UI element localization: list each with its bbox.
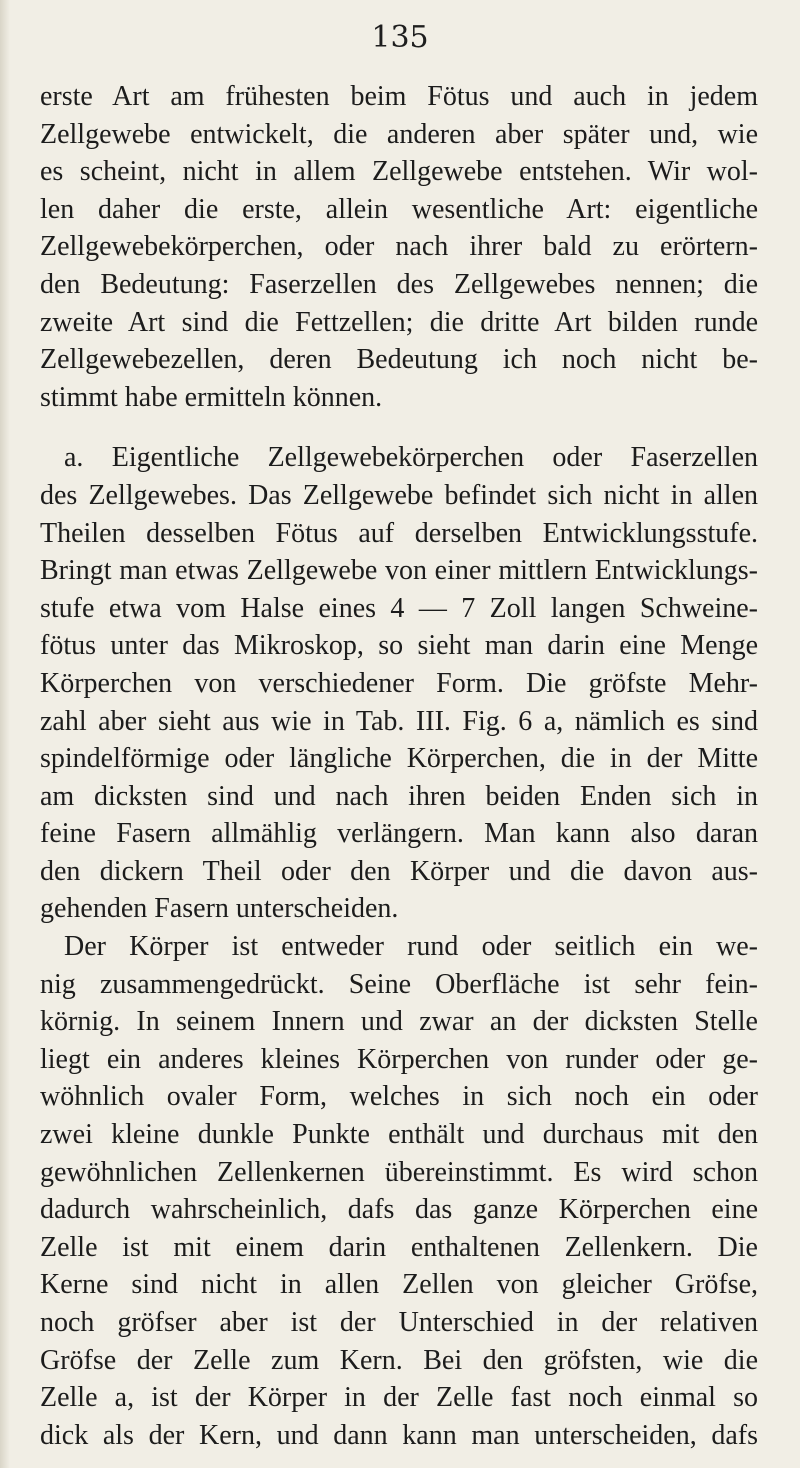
- paragraph-gap: [40, 416, 758, 439]
- paragraph-3-body: [40, 966, 758, 1455]
- text-line: Gröfse der Zelle zum Kern. Bei den gröfsten, wie die: [40, 1344, 758, 1376]
- text-line: spindelförmige oder längliche Körperchen, die in der Mitte: [40, 743, 758, 775]
- text-line: Zellgewebekörperchen, oder nach ihrer bald zu erörtern-: [40, 231, 758, 263]
- text-line: zahl aber sieht aus wie in Tab. III. Fig. 6 a, nämlich es sind: [40, 705, 758, 737]
- text-line: Zellgewebe entwickelt, die anderen aber später und, wie: [40, 118, 758, 150]
- text-line: dick als der Kern, und dann kann man unterscheiden, dafs: [40, 1419, 758, 1451]
- text-line: len daher die erste, allein wesentliche Art: eigentliche: [40, 193, 758, 225]
- text-line: stufe etwa vom Halse eines 4 — 7 Zoll langen Schweine-: [40, 592, 758, 624]
- text-line: körnig. In seinem Innern und zwar an der dicksten Stelle: [40, 1006, 758, 1038]
- text-line: wöhnlich ovaler Form, welches in sich noch ein oder: [40, 1081, 758, 1113]
- text-line: Der Körper ist entweder rund oder seitlich ein we-: [64, 931, 758, 963]
- text-line: gewöhnlichen Zellenkernen übereinstimmt. Es wird schon: [40, 1156, 758, 1188]
- text-line: feine Fasern allmählig verlängern. Man kann also daran: [40, 818, 758, 850]
- text-line: fötus unter das Mikroskop, so sieht man darin eine Menge: [40, 630, 758, 662]
- text-line: noch gröfser aber ist der Unterschied in der relativen: [40, 1307, 758, 1338]
- text-line: des Zellgewebes. Das Zellgewebe befindet sich nicht in allen: [40, 479, 758, 511]
- text-line: Kerne sind nicht in allen Zellen von gleicher Gröfse,: [40, 1269, 758, 1301]
- paragraph-1: [40, 78, 758, 416]
- paragraph-2: [40, 439, 758, 477]
- page-gutter-shadow: [0, 0, 10, 1468]
- text-line: Zelle a, ist der Körper in der Zelle fast noch einmal so: [40, 1382, 758, 1414]
- text-line: dadurch wahrscheinlich, dafs das ganze Körperchen eine: [40, 1194, 758, 1226]
- text-line: zweite Art sind die Fettzellen; die dritte Art bilden runde: [40, 306, 758, 338]
- text-line: zwei kleine dunkle Punkte enthält und durchaus mit den: [40, 1119, 758, 1151]
- page-number: 135: [371, 20, 429, 55]
- text-line: Theilen desselben Fötus auf derselben Entwicklungsstufe.: [40, 517, 758, 549]
- text-line: erste Art am frühesten beim Fötus und auch in jedem: [40, 81, 758, 112]
- paragraph-3: [40, 928, 758, 966]
- text-line: liegt ein anderes kleines Körperchen von runder oder ge-: [40, 1043, 758, 1075]
- text-line: am dicksten sind und nach ihren beiden Enden sich in: [40, 780, 758, 812]
- body-text: [40, 78, 758, 1454]
- paragraph-2-body: [40, 477, 758, 928]
- text-line: den dickern Theil oder den Körper und die davon aus-: [40, 855, 758, 887]
- text-line: stimmt habe ermitteln können.: [40, 381, 383, 413]
- text-line: Körperchen von verschiedener Form. Die gröfste Mehr-: [40, 667, 758, 699]
- text-line: den Bedeutung: Faserzellen des Zellgewebes nennen; die: [40, 268, 758, 300]
- text-line: Bringt man etwas Zellgewebe von einer mittlern Entwicklungs-: [40, 555, 758, 587]
- text-line: gehenden Fasern unterscheiden.: [40, 893, 399, 925]
- text-line: es scheint, nicht in allem Zellgewebe entstehen. Wir wol-: [40, 156, 758, 188]
- text-line: nig zusammengedrückt. Seine Oberfläche ist sehr fein-: [40, 968, 758, 1000]
- text-line: Zelle ist mit einem darin enthaltenen Zellenkern. Die: [40, 1231, 758, 1263]
- text-line: Zellgewebezellen, deren Bedeutung ich noch nicht be-: [40, 344, 758, 376]
- text-line: a. Eigentliche Zellgewebekörperchen oder Faserzellen: [64, 442, 758, 474]
